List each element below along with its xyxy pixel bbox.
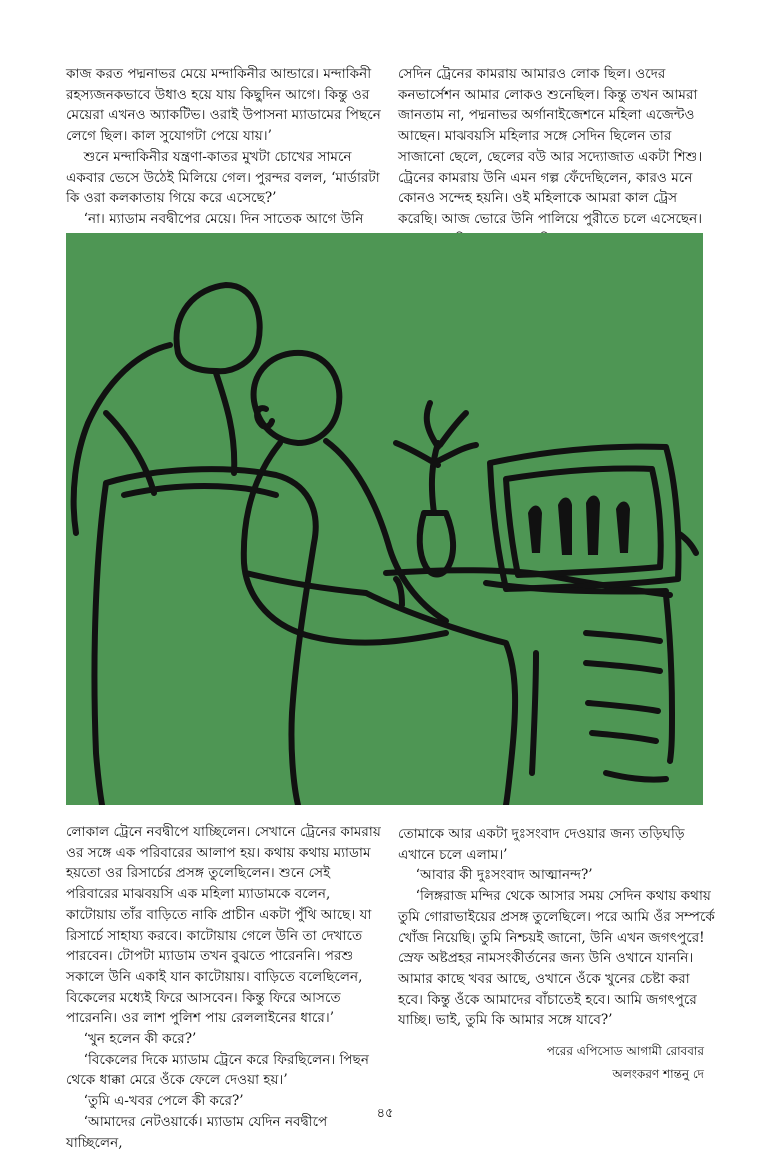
- paragraph: ‘বিকেলের দিকে ম্যাডাম ট্রেনে করে ফিরছিলেন। পিছন থেকে ধাক্কা মেরে ওঁকে ফেলে দেওয়া হয়।’: [66, 1051, 369, 1089]
- paragraph: ‘লিঙ্গরাজ মন্দির থেকে আসার সময় সেদিন কথায় কথায় তুমি গোরাভাইয়ের প্রসঙ্গ তুলেছিলে। পরে আমি ওঁর সম্পর্কে খোঁজ নিয়েছি। তুমি নিশ্চয়ই জানো, উনি এখন জগৎপুরে! স্রেফ অষ্টপ্রহর নামসংকীর্তনের জন্য উনি ওখানে যাননি। আমার কাছে খবর আছে, ওখানে ওঁকে খুনের চেষ্টা করা হবে। কিন্তু ওঁকে আমাদের বাঁচাতেই হবে। আমি জগৎপুরে যাচ্ছি। ভাই, তুমি কি আমার সঙ্গে যাবে?’: [398, 888, 715, 1029]
- paragraph: তোমাকে আর একটা দুঃসংবাদ দেওয়ার জন্য তড়িঘড়ি এখানে চলে এলাম।’: [398, 826, 685, 863]
- vase: [420, 513, 453, 575]
- text-column-bottom-right: [398, 824, 716, 1031]
- paragraph: ‘তুমি এ-খবর পেলে কী করে?’: [83, 1093, 244, 1110]
- table-drawers: [586, 633, 660, 741]
- standing-figure-head: [177, 285, 260, 371]
- illustration-credit: অলংকরণ শান্তনু দে: [612, 1067, 704, 1081]
- paragraph: লোকাল ট্রেনে নবদ্বীপে যাচ্ছিলেন। সেখানে ট্রেনের কামরায় ওর সঙ্গে এক পরিবারের আলাপ হয়। কথায় কথায় ম্যাডাম হয়তো ওর রিসার্চের প্রসঙ্গ তুলেছিলেন। শুনে সেই পরিবারের মাঝবয়সি এক মহিলা ম্যাডামকে বলেন, কাটোয়ায় তাঁর বাড়িতে নাকি প্রাচীন একটা পুঁথি আছে। যা রিসার্চে সাহায্য করবে। কাটোয়ায় গেলে উনি তা দেখাতে পারবেন। টোপটা ম্যাডাম তখন বুঝতে পারেননি। পরশু সকালে উনি একাই যান কাটোয়ায়। বাড়িতে বলেছিলেন, বিকেলের মধ্যেই ফিরে আসবেন। কিন্তু ফিরে আসতে পারেননি। ওর লাশ পুলিশ পায় রেললাইনের ধারে।’: [66, 824, 381, 1027]
- paragraph: কাজ করত পদ্মনাভর মেয়ে মন্দাকিনীর আন্ডারে। মন্দাকিনী রহস্যজনকভাবে উধাও হয়ে যায় কিছুদিন আগে। কিন্তু ওর মেয়েরা এখনও অ্যাকটিভ। ওরাই উপাসনা ম্যাডামের পিছনে লেগে ছিল। কাল সুযোগটা পেয়ে যায়।’: [66, 66, 381, 145]
- table-legs: [532, 653, 666, 780]
- illustration-drawing: [66, 233, 703, 805]
- tv-screen-figures: [528, 496, 630, 556]
- paragraph: সেদিন ট্রেনের কামরায় আমারও লোক ছিল। ওদের কনভার্সেশন আমার লোকও শুনেছিল। কিন্তু তখন আমরা জানতাম না, পদ্মনাভর অর্গানাইজেশনে মহিলা এজেন্টও আছেন। মাঝবয়সি মহিলার সঙ্গে সেদিন ছিলেন তার সাজানো ছেলে, ছেলের বউ আর সদ্যোজাত একটা শিশু। ট্রেনের কামরায় উনি এমন গল্প ফেঁদেছিলেন, কারও মনে কোনও সন্দেহ হয়নি। ওই মহিলাকে আমরা কাল ট্রেস করেছি। আজ ভোরে উনি পালিয়ে পুরীতে চলে এসেছেন।: [398, 66, 703, 227]
- paragraph: ‘আবার কী দুঃসংবাদ আত্মানন্দ?’: [415, 867, 593, 884]
- paragraph: ‘আমাদের নেটওয়ার্কে। ম্যাডাম যেদিন নবদ্বীপে যাচ্ছিলেন,: [66, 1113, 328, 1151]
- story-illustration: [66, 233, 703, 805]
- paragraph: ‘না। ম্যাডাম নবদ্বীপের মেয়ে। দিন সাতেক আগে উনি: [83, 210, 364, 227]
- paragraph: ‘খুন হলেন কী করে?’: [83, 1031, 197, 1048]
- seated-man-leg: [366, 593, 515, 805]
- text-column-top-right: [398, 64, 716, 250]
- page-number: ৪৫: [376, 1106, 394, 1121]
- text-column-top-left: [66, 64, 384, 230]
- next-episode-note: পরের এপিসোড আগামী রোববার: [546, 1044, 704, 1058]
- vase-plant: [396, 403, 476, 513]
- paragraph: শুনে মন্দাকিনীর যন্ত্রণা-কাতর মুখটা চোখের সামনে একবার ভেসে উঠেই মিলিয়ে গেল। পুরন্দর বলল, ‘মার্ডারটা কি ওরা কলকাতায় গিয়ে করে এসেছে?’: [66, 148, 380, 207]
- armchair: [94, 469, 315, 805]
- seated-man-ear: [257, 408, 272, 427]
